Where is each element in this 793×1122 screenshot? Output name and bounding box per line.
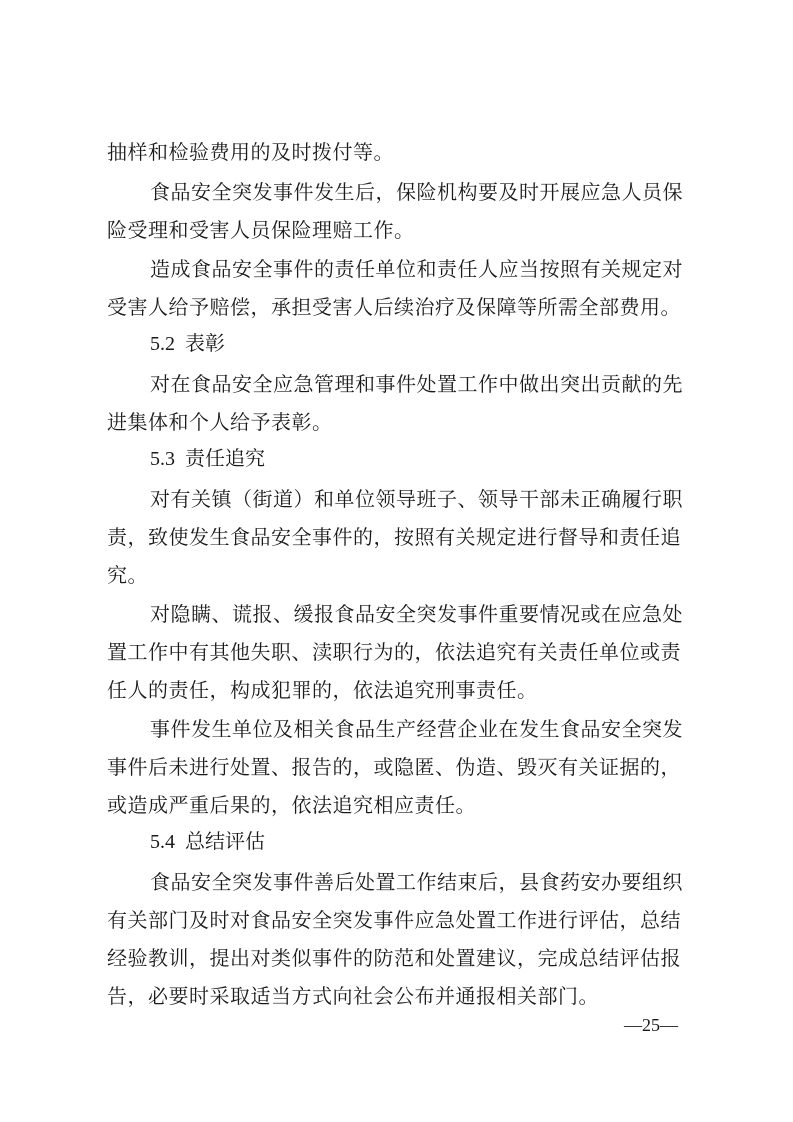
paragraph-line: 险受理和受害人员保险理赔工作。: [107, 218, 415, 242]
section-number: 5.2: [150, 333, 175, 355]
paragraph-line: 任人的责任，构成犯罪的，依法追究刑事责任。: [107, 678, 538, 702]
paragraph-line: 受害人给予赔偿，承担受害人后续治疗及保障等所需全部费用。: [107, 295, 681, 319]
paragraph-line: 造成食品安全事件的责任单位和责任人应当按照有关规定对: [150, 257, 683, 281]
section-heading: [150, 829, 265, 854]
paragraph-line: 食品安全突发事件发生后，保险机构要及时开展应急人员保: [150, 180, 683, 204]
section-heading: [150, 446, 265, 471]
section-title: 责任追究: [185, 446, 265, 470]
section-number: 5.3: [150, 448, 175, 470]
paragraph-line: 事件后未进行处置、报告的，或隐匿、伪造、毁灭有关证据的，: [107, 755, 681, 779]
page-number: —25—: [624, 1015, 678, 1035]
section-title: 表彰: [185, 331, 225, 355]
paragraph-line: 或造成严重后果的，依法追究相应责任。: [107, 793, 476, 817]
paragraph-line: 事件发生单位及相关食品生产经营企业在发生食品安全突发: [150, 717, 683, 741]
paragraph-line: 责，致使发生食品安全事件的，按照有关规定进行督导和责任追: [107, 525, 681, 549]
paragraph-line: 对隐瞒、谎报、缓报食品安全突发事件重要情况或在应急处: [150, 602, 683, 626]
paragraph-line: 经验教训，提出对类似事件的防范和处置建议，完成总结评估报: [107, 946, 681, 970]
paragraph-line: 有关部门及时对食品安全突发事件应急处置工作进行评估，总结: [107, 908, 681, 932]
paragraph-line: 食品安全突发事件善后处置工作结束后，县食药安办要组织: [150, 870, 683, 894]
paragraph-line: 究。: [107, 563, 148, 587]
section-heading: [150, 331, 225, 356]
paragraph-line: 置工作中有其他失职、渎职行为的，依法追究有关责任单位或责: [107, 640, 681, 664]
paragraph-line: 抽样和检验费用的及时拨付等。: [107, 140, 394, 164]
paragraph-line: 进集体和个人给予表彰。: [107, 410, 333, 434]
section-number: 5.4: [150, 831, 175, 853]
paragraph-line: 告，必要时采取适当方式向社会公布并通报相关部门。: [107, 984, 599, 1008]
paragraph-line: 对有关镇（街道）和单位领导班子、领导干部未正确履行职: [150, 487, 683, 511]
section-title: 总结评估: [185, 829, 265, 853]
paragraph-line: 对在食品安全应急管理和事件处置工作中做出突出贡献的先: [150, 372, 683, 396]
